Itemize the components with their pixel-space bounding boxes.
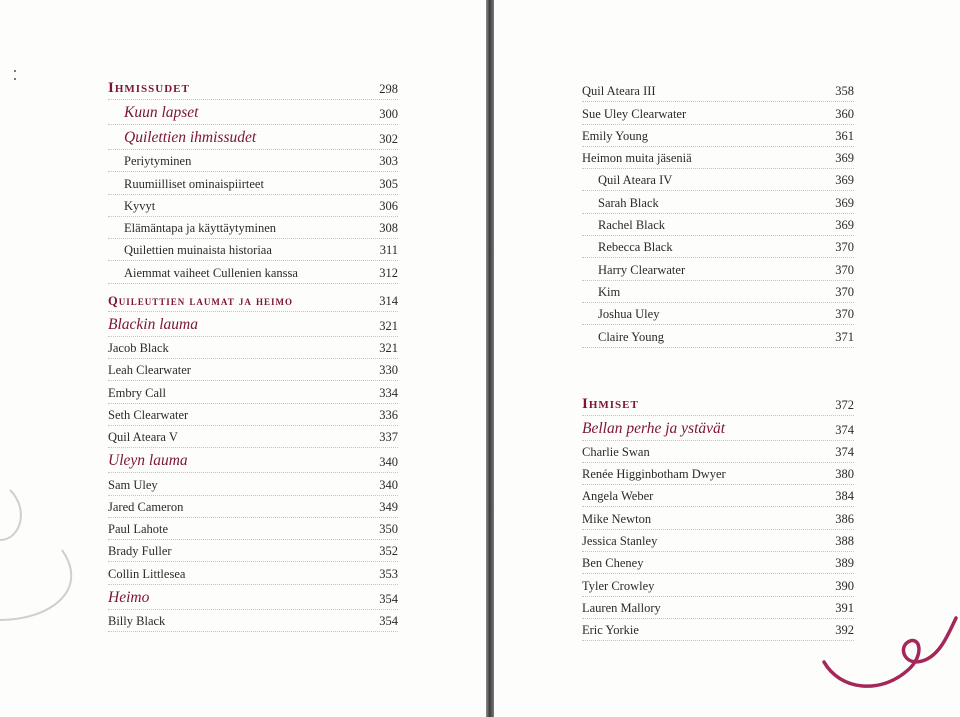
toc-page-number: 358	[835, 84, 854, 99]
toc-page-number: 302	[379, 132, 398, 146]
toc-entry	[582, 485, 854, 507]
toc-entry-title: Ihmissudet	[108, 80, 190, 96]
toc-entry	[108, 337, 398, 359]
toc-entry-title: Leah Clearwater	[108, 363, 191, 378]
toc-chapter-heading	[108, 585, 398, 610]
toc-page-number: 340	[379, 477, 398, 492]
toc-page-number: 390	[835, 578, 854, 593]
toc-entry-title: Mike Newton	[582, 511, 652, 526]
toc-entry	[582, 102, 854, 124]
toc-page-number: 360	[835, 106, 854, 121]
toc-page-number: 349	[379, 499, 398, 514]
toc-entry-title: Quilettien muinaista historiaa	[124, 243, 272, 258]
toc-entry-title: Quil Ateara IV	[598, 173, 673, 188]
toc-entry	[582, 147, 854, 169]
toc-entry	[582, 552, 854, 574]
toc-entry	[582, 258, 854, 280]
toc-page-number: 384	[835, 489, 854, 504]
toc-entry	[108, 496, 398, 518]
toc-page-number: 388	[835, 534, 854, 549]
toc-entry-title: Eric Yorkie	[582, 623, 639, 638]
toc-entry	[108, 404, 398, 426]
toc-entry-title: Sarah Black	[598, 195, 659, 210]
toc-entry-title: Brady Fuller	[108, 544, 172, 559]
toc-page-number: 372	[835, 397, 854, 412]
toc-page-number: 369	[835, 151, 854, 166]
toc-entry	[108, 381, 398, 403]
toc-page-number: 350	[379, 522, 398, 537]
toc-entry	[582, 441, 854, 463]
toc-page-number: 374	[835, 422, 854, 437]
toc-entry-title: Kyvyt	[124, 198, 156, 213]
toc-entry	[108, 562, 398, 584]
toc-entry-title: Ihmiset	[582, 395, 639, 412]
toc-entry-title: Jacob Black	[108, 341, 169, 356]
toc-page-number: 334	[379, 385, 398, 400]
toc-page-number: 354	[379, 591, 398, 606]
toc-entry-title: Seth Clearwater	[108, 407, 189, 422]
toc-entry	[582, 236, 854, 258]
toc-page-number: 312	[379, 265, 398, 280]
toc-entry	[108, 217, 398, 239]
toc-part-heading	[108, 284, 398, 312]
toc-page-number: 369	[835, 173, 854, 188]
toc-entry-title: Tyler Crowley	[582, 578, 655, 593]
toc-page-number: 305	[379, 176, 398, 191]
toc-page-number: 336	[379, 407, 398, 422]
toc-page-number: 330	[379, 363, 398, 378]
toc-entry-title: Billy Black	[108, 614, 166, 629]
toc-entry-title: Sue Uley Clearwater	[582, 106, 687, 121]
toc-entry-title: Joshua Uley	[598, 307, 660, 322]
scan-dot	[14, 78, 16, 80]
toc-page-number: 337	[379, 430, 398, 445]
toc-page-number: 354	[379, 614, 398, 629]
toc-entry-title: Heimo	[108, 588, 150, 606]
toc-page-number: 353	[379, 566, 398, 581]
toc-entry	[108, 540, 398, 562]
toc-entry-title: Rebecca Black	[598, 240, 673, 255]
toc-chapter-heading	[582, 416, 854, 441]
toc-entry-title: Collin Littlesea	[108, 566, 186, 581]
toc-entry	[582, 597, 854, 619]
toc-page-number: 370	[835, 307, 854, 322]
toc-entry	[108, 473, 398, 495]
toc-entry	[582, 80, 854, 102]
toc-entry	[582, 281, 854, 303]
toc-page-number: 300	[379, 107, 398, 121]
section-gap	[582, 348, 854, 386]
toc-page-number: 298	[379, 82, 398, 96]
toc-entry	[582, 530, 854, 552]
toc-entry-title: Quilettien ihmissudet	[124, 129, 257, 146]
toc-chapter-heading	[108, 312, 398, 337]
toc-entry-title: Harry Clearwater	[598, 262, 686, 277]
toc-entry	[582, 463, 854, 485]
toc-entry-title: Uleyn lauma	[108, 452, 188, 470]
toc-entry	[582, 191, 854, 213]
toc-page-number: 392	[835, 623, 854, 638]
toc-chapter-heading	[108, 100, 398, 125]
toc-page-number: 361	[835, 128, 854, 143]
scan-dot	[14, 70, 16, 72]
toc-entry-title: Blackin lauma	[108, 315, 198, 333]
toc-entry-title: Sam Uley	[108, 477, 158, 492]
toc-page-number: 369	[835, 218, 854, 233]
toc-page-number: 321	[379, 341, 398, 356]
toc-entry	[582, 169, 854, 191]
toc-page-number: 314	[379, 293, 398, 308]
toc-part-heading	[108, 70, 398, 100]
toc-entry-title: Renée Higginbotham Dwyer	[582, 467, 726, 482]
toc-entry-title: Embry Call	[108, 385, 166, 400]
toc-chapter-heading	[108, 125, 398, 150]
toc-entry-title: Kim	[598, 284, 621, 299]
toc-page-number: 370	[835, 262, 854, 277]
left-toc-list	[108, 70, 398, 632]
toc-entry-title: Emily Young	[582, 128, 648, 143]
toc-entry-title: Angela Weber	[582, 489, 654, 504]
toc-entry-title: Ben Cheney	[582, 556, 644, 571]
toc-page-number: 311	[379, 243, 398, 258]
toc-entry	[108, 426, 398, 448]
toc-entry-title: Rachel Black	[598, 218, 665, 233]
toc-entry-title: Claire Young	[598, 329, 664, 344]
toc-entry-title: Quileuttien laumat ja heimo	[108, 293, 293, 308]
toc-entry-title: Charlie Swan	[582, 444, 650, 459]
toc-page-number: 391	[835, 600, 854, 615]
toc-part-heading	[582, 386, 854, 416]
decorative-swirl-icon	[820, 600, 960, 700]
toc-entry-title: Kuun lapset	[124, 104, 199, 121]
toc-entry-title: Bellan perhe ja ystävät	[582, 419, 726, 437]
toc-entry	[108, 359, 398, 381]
toc-entry	[582, 325, 854, 347]
toc-entry-title: Elämäntapa ja käyttäytyminen	[124, 221, 277, 236]
toc-chapter-heading	[108, 448, 398, 473]
toc-entry-title: Heimon muita jäseniä	[582, 151, 692, 166]
toc-entry-title: Ruumiilliset ominaispiirteet	[124, 176, 264, 191]
toc-page-number: 370	[835, 240, 854, 255]
toc-page-number: 374	[835, 444, 854, 459]
toc-entry	[582, 574, 854, 596]
book-spine	[486, 0, 494, 717]
toc-entry	[582, 507, 854, 529]
toc-entry-title: Jared Cameron	[108, 499, 184, 514]
toc-entry	[108, 195, 398, 217]
toc-entry-title: Paul Lahote	[108, 522, 169, 537]
toc-entry	[108, 150, 398, 172]
toc-entry-title: Aiemmat vaiheet Cullenien kanssa	[124, 265, 298, 280]
toc-page-number: 308	[379, 221, 398, 236]
toc-entry-title: Jessica Stanley	[582, 534, 658, 549]
toc-page-number: 303	[379, 154, 398, 169]
toc-page-number: 321	[379, 318, 398, 333]
toc-entry	[108, 518, 398, 540]
toc-entry-title: Periytyminen	[124, 154, 192, 169]
toc-entry	[108, 610, 398, 632]
toc-entry-title: Lauren Mallory	[582, 600, 661, 615]
toc-page-number: 371	[835, 329, 854, 344]
toc-entry	[582, 619, 854, 641]
toc-entry	[108, 172, 398, 194]
faint-swirl-icon	[0, 480, 90, 630]
toc-entry-title: Quil Ateara III	[582, 84, 656, 99]
toc-page-number: 340	[379, 455, 398, 470]
toc-page-number: 389	[835, 556, 854, 571]
toc-entry	[582, 303, 854, 325]
toc-entry	[582, 214, 854, 236]
right-toc-list	[582, 80, 854, 641]
toc-page-number: 306	[379, 198, 398, 213]
toc-page-number: 370	[835, 284, 854, 299]
toc-entry	[108, 261, 398, 283]
toc-entry	[108, 239, 398, 261]
toc-entry	[582, 125, 854, 147]
toc-page-number: 352	[379, 544, 398, 559]
toc-page-number: 369	[835, 195, 854, 210]
toc-entry-title: Quil Ateara V	[108, 430, 178, 445]
toc-page-number: 380	[835, 467, 854, 482]
toc-page-number: 386	[835, 511, 854, 526]
